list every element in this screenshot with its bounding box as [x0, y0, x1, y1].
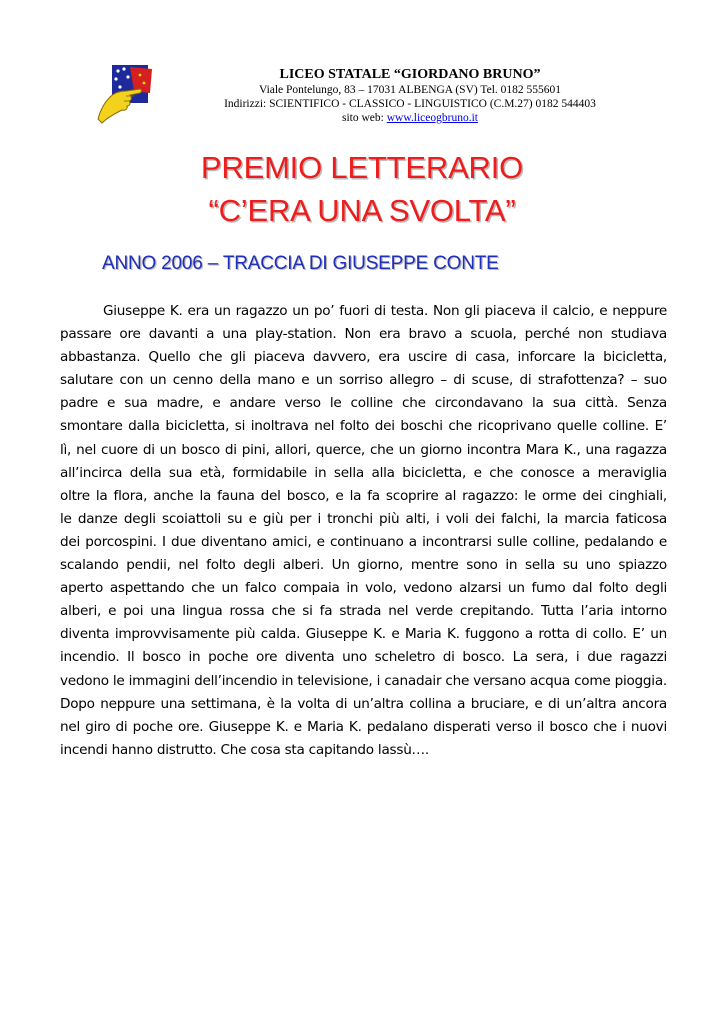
school-name: LICEO STATALE “GIORDANO BRUNO”: [279, 67, 541, 82]
school-address: Viale Pontelungo, 83 – 17031 ALBENGA (SV) Tel. 0182 555601: [258, 84, 562, 96]
page-title-line1: PREMIO LETTERARIO: [200, 150, 524, 185]
text-line: padre e sua madre, e andare verso le colline che circondavano la sua città. Senza: [60, 395, 667, 412]
text-line: le danze degli scoiattoli su e giù per i tronchi più alti, i voli dei falchi, la marcia faticosa: [60, 510, 667, 527]
text-line: dei porcospini. I due diventano amici, e continuano a incontrarsi sulle colline, pedalando e: [60, 533, 667, 550]
page-subtitle: ANNO 2006 – TRACCIA DI GIUSEPPE CONTE: [102, 253, 499, 274]
text-line: diventa improvvisamente più calda. Giuseppe K. e Maria K. fuggono a rotta di collo. E’ un: [60, 626, 667, 643]
text-line: Giuseppe K. era un ragazzo un po’ fuori di testa. Non gli piaceva il calcio, e neppure: [103, 303, 667, 319]
text-line: incendio. Il bosco in poche ore diventa uno scheletro di bosco. La sera, i due ragazzi: [60, 649, 667, 666]
text-line: salutare con un cenno della mano e un sorriso allegro – di scuse, di strafottenza? – suo: [60, 372, 667, 389]
text-line: scalando pendii, nel folto degli alberi. Un giorno, mentre sono in sella su uno spiazzo: [60, 557, 667, 574]
school-logo-icon: [94, 63, 156, 125]
story-prompt-text: [60, 300, 667, 762]
page-title-line2: “C’ERA UNA SVOLTA”: [208, 193, 516, 228]
letterhead: [160, 66, 660, 125]
text-line: smontare dalla bicicletta, si inoltrava nel folto dei boschi che ricoprivano quelle colline. E’: [60, 418, 667, 435]
text-line: abbastanza. Quello che gli piaceva davvero, era uscire di casa, inforcare la bicicletta,: [60, 349, 667, 366]
text-line: all’incirca della sua età, formidabile in sella alla bicicletta, e che conosce a meraviglia: [60, 464, 667, 481]
text-line: vedono le immagini dell’incendio in televisione, i canadair che versano acqua come pioggia.: [60, 672, 667, 689]
text-line: Dopo neppure una settimana, è la volta di un’altra collina a bruciare, e di un’altra ancora: [60, 695, 667, 712]
text-line: nel giro di poche ore. Giuseppe K. e Maria K. pedalano disperati verso il bosco che i nuovi: [60, 718, 667, 735]
text-line: passare ore davanti a una play-station. Non era bravo a scuola, perché non studiava: [60, 326, 667, 343]
text-line: oltre la flora, anche la fauna del bosco, e la fa scoprire al ragazzo: le orme dei cinghiali,: [60, 487, 667, 504]
text-line: aperto aspettando che un falco compaia in volo, vedono alzarsi un fumo dal folto degli: [60, 580, 667, 597]
school-courses: Indirizzi: SCIENTIFICO - CLASSICO - LINGUISTICO (C.M.27) 0182 544403: [224, 98, 596, 110]
school-website: [160, 111, 660, 125]
website-link[interactable]: www.liceogbruno.it: [386, 112, 478, 124]
website-label: sito web:: [342, 112, 387, 124]
text-line: incendi hanno distrutto. Che cosa sta capitando lassù….: [60, 741, 429, 758]
text-line: lì, nel cuore di un bosco di pini, allori, querce, che un giorno incontra Mara K., una ragazza: [60, 441, 667, 458]
text-line: alberi, e poi una lingua rossa che si fa strada nel verde crepitando. Tutta l’aria intorno: [60, 603, 667, 620]
